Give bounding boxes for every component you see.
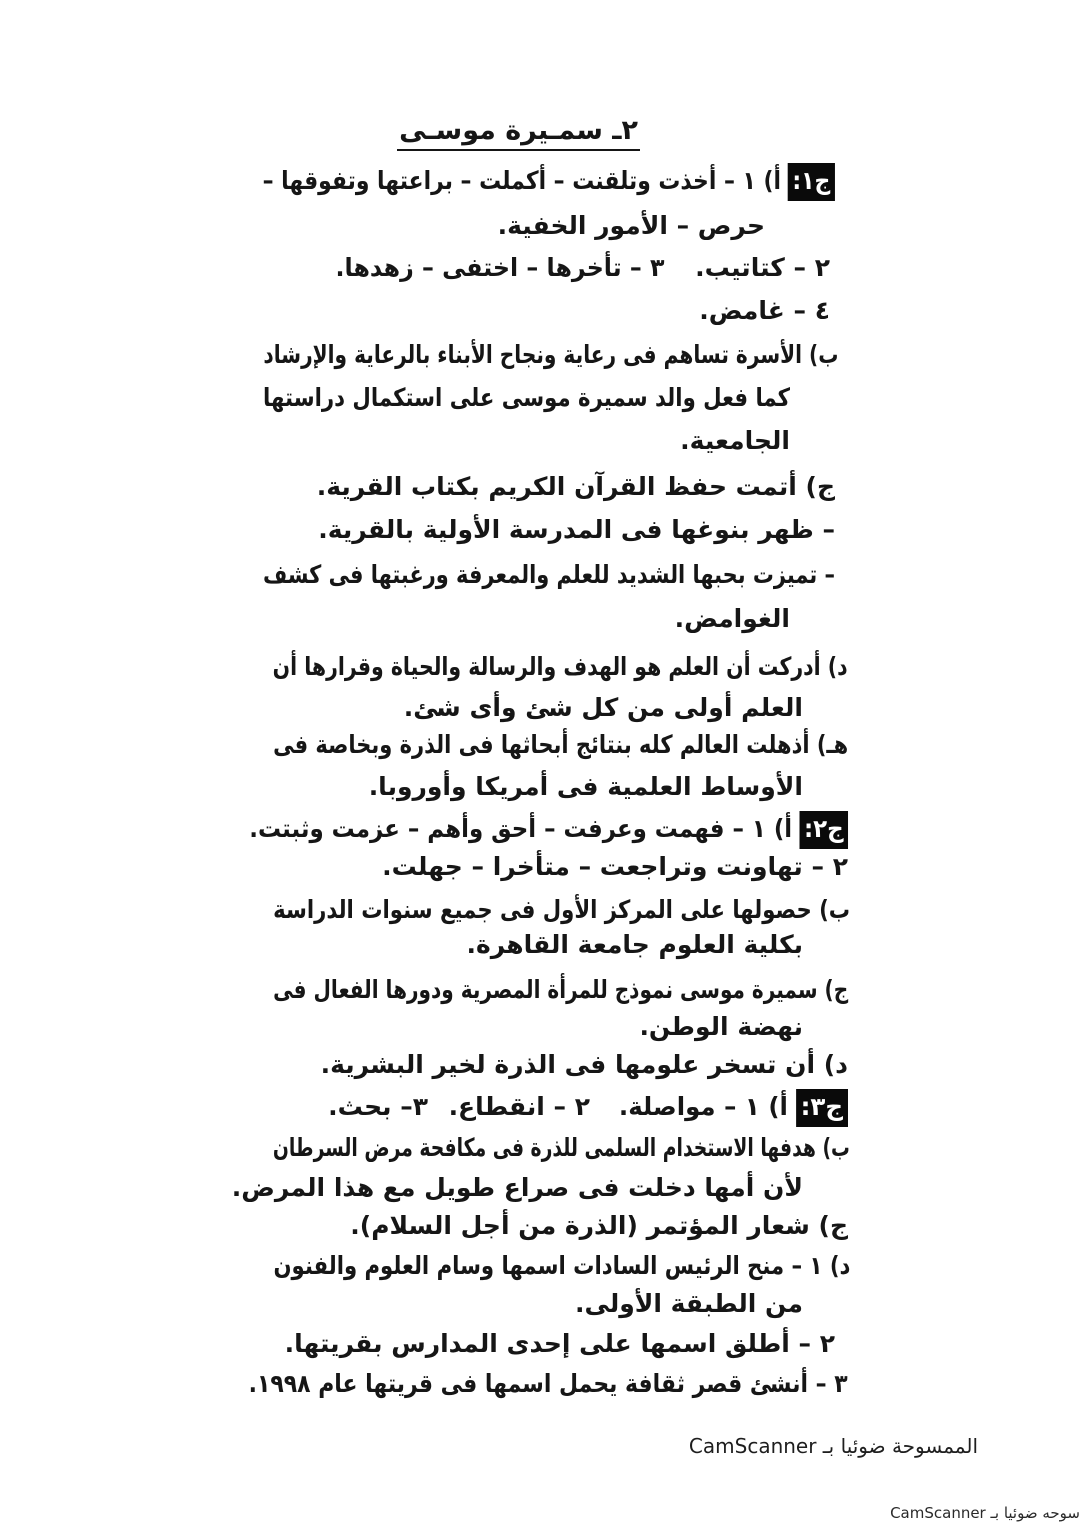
answer-line [272, 1248, 850, 1284]
line-text: من الطبقة الأولى. [575, 1289, 803, 1318]
answer-line [262, 337, 838, 373]
line-text: ب) هدفها الاستخدام السلمى للذرة فى مكافحة مرض السرطان [273, 1133, 850, 1162]
answer-line [235, 469, 835, 505]
answer-line [335, 250, 665, 286]
line-text: أ) ١ – أخذت وتلقنت – أكملت – براعتها وتفوقها – [263, 166, 782, 195]
line-text: أ) ١ – مواصلة. [619, 1092, 788, 1121]
page-title: ٢ـ سمـيرة موسـى [397, 114, 640, 151]
answer-line [298, 1089, 428, 1125]
answer-line [272, 972, 848, 1008]
line-text: الجامعية. [680, 426, 790, 455]
line-text: د) ١ – منح الرئيس السادات اسمها وسام العلوم والفنون [273, 1251, 850, 1280]
answer-line [680, 250, 830, 286]
question-badge: ج٢: [799, 811, 848, 849]
answer-line [618, 1089, 848, 1125]
line-text: ٢ – أطلق اسمها على إحدى المدارس بقريتها. [284, 1329, 835, 1358]
line-text: ج) سميرة موسى نموذج للمرأة المصرية ودورها الفعال فى [273, 975, 848, 1004]
answer-line [272, 1130, 850, 1166]
line-text: هـ) أذهلت العالم كله بنتائج أبحاثها فى الذرة وبخاصة فى [273, 730, 848, 759]
answer-line [272, 892, 850, 928]
answer-line [248, 849, 848, 885]
line-text: الأوساط العلمية فى أمريكا وأوروبا. [368, 772, 803, 801]
line-text: نهضة الوطن. [639, 1012, 803, 1041]
line-text: ٤ – غامض. [699, 296, 830, 325]
line-text: ب) الأسرة تساهم فى رعاية ونجاح الأبناء بالرعاية والإرشاد [263, 340, 838, 369]
line-text: الغوامض. [674, 604, 790, 633]
answer-line [262, 163, 835, 199]
line-text: – ظهر بنوغها فى المدرسة الأولية بالقرية. [318, 515, 835, 544]
answer-line [530, 293, 830, 329]
scanner-watermark: الممسوحة ضوئيا بـ CamScanner [688, 1434, 978, 1458]
answer-line [272, 649, 848, 685]
answer-line [203, 690, 803, 726]
line-text: ٢ – تهاونت وتراجعت – متأخرا – جهلت. [382, 852, 848, 881]
question-badge: ج٣: [796, 1089, 848, 1127]
answer-line [248, 1366, 848, 1402]
answer-line [440, 1089, 590, 1125]
answer-line [262, 380, 790, 416]
answer-line [272, 727, 848, 763]
line-text: ب) حصولها على المركز الأول فى جميع سنوات الدراسة [273, 895, 850, 924]
question-badge: ج١: [788, 163, 835, 201]
line-text: د) أن تسخر علومها فى الذرة لخير البشرية. [320, 1050, 848, 1079]
answer-line [490, 601, 790, 637]
line-text: حرص – الأمور الخفية. [497, 211, 765, 240]
line-text: كما فعل والد سميرة موسى على استكمال دراستها [263, 383, 790, 412]
line-text: ج) شعار المؤتمر (الذرة من أجل السلام). [350, 1211, 848, 1240]
answer-line [490, 423, 790, 459]
line-text: العلم أولى من كل شئ وأى شئ. [403, 693, 803, 722]
line-text: ج) أتمت حفظ القرآن الكريم بكتاب القرية. [316, 472, 835, 501]
answer-line [203, 769, 803, 805]
answer-line [248, 1047, 848, 1083]
answer-line [115, 208, 765, 244]
line-text: ٣ – أنشئ قصر ثقافة يحمل اسمها فى قريتها عام ١٩٩٨. [249, 1369, 848, 1398]
answer-line [403, 1286, 803, 1322]
scanner-watermark-cut-text: سوحه ضوئيا بـ CamScanner [890, 1505, 1080, 1522]
line-text: لأن أمها دخلت فى صراع طويل مع هذا المرض. [231, 1173, 803, 1202]
line-text: أ) ١ – فهمت وعرفت – أحق وأهم – عزمت وثبتت. [249, 814, 792, 843]
scanner-watermark-cut [890, 1505, 1080, 1529]
answer-line [248, 811, 848, 847]
answer-line [235, 512, 835, 548]
line-text: د) أدركت أن العلم هو الهدف والرسالة والحياة وقرارها أن [273, 652, 848, 681]
answer-line [403, 1009, 803, 1045]
line-text: ٣– بحث. [328, 1092, 428, 1121]
answer-line [235, 1326, 835, 1362]
answer-line [248, 1208, 848, 1244]
answer-line [262, 557, 835, 593]
answer-line [203, 1170, 803, 1206]
line-text: بكلية العلوم جامعة القاهرة. [466, 930, 803, 959]
answer-line [203, 927, 803, 963]
line-text: ٢ – انقطاع. [448, 1092, 590, 1121]
line-text: ٢ – كتاتيب. [695, 253, 830, 282]
line-text: – تميزت بحبها الشديد للعلم والمعرفة ورغبتها فى كشف [263, 560, 835, 589]
line-text: ٣ – تأخرها – اختفى – زهدها. [336, 253, 665, 282]
